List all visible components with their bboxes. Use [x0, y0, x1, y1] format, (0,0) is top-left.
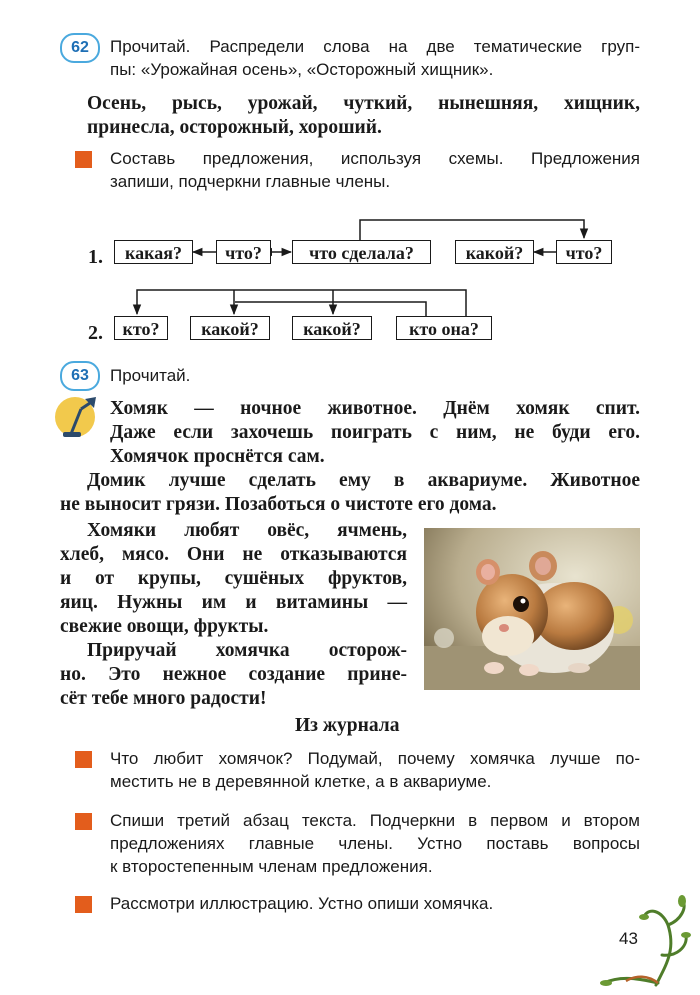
word-list-line: Осень, рысь, урожай, чуткий, нынешняя, хищник, [87, 93, 640, 114]
question-box: кто она? [396, 316, 492, 340]
text-line: и от крупы, сушёных фруктов, [60, 568, 407, 589]
question-line: к второстепенным членам предложения. [110, 857, 433, 876]
text-line: Хомячок проснётся сам. [110, 446, 325, 467]
text-line: не выносит грязи. Позаботься о чистоте его дома. [60, 494, 497, 515]
text-line: свежие овощи, фрукты. [60, 616, 269, 637]
text-line: но. Это нежное создание прине- [60, 664, 407, 685]
desk-lamp-icon [54, 393, 100, 441]
question-box: что? [216, 240, 271, 264]
question-box: какой? [455, 240, 534, 264]
text-line: Даже если захочешь поиграть с ним, не буди его. [110, 422, 640, 443]
sub-task-line: запиши, подчеркни главные члены. [110, 172, 391, 191]
task-instruction-line: Прочитай. [110, 366, 191, 385]
question-box: какой? [292, 316, 372, 340]
task-instruction-line: пы: «Урожайная осень», «Осторожный хищник». [110, 60, 494, 79]
source-caption: Из журнала [295, 715, 400, 736]
task-number-badge: 63 [60, 361, 100, 391]
sub-task-line: Составь предложения, используя схемы. Предложения [110, 149, 640, 168]
orange-square-bullet [75, 751, 92, 768]
page-number: 43 [619, 929, 638, 948]
task-number-badge: 62 [60, 33, 100, 63]
word-list-line: принесла, осторожный, хороший. [87, 117, 382, 138]
question-line: предложениях главные члены. Устно поставь вопросы [110, 834, 640, 853]
question-line: Спиши третий абзац текста. Подчеркни в первом и втором [110, 811, 640, 830]
question-line: Рассмотри иллюстрацию. Устно опиши хомячка. [110, 894, 494, 913]
task-instruction-line: Прочитай. Распредели слова на две тематические груп- [110, 37, 640, 56]
text-line: Приручай хомячка осторож- [87, 640, 407, 661]
question-box: что сделала? [292, 240, 431, 264]
text-line: Хомяки любят овёс, ячмень, [87, 520, 407, 541]
hamster-photo [424, 528, 640, 690]
scheme-number: 1. [88, 246, 103, 268]
floral-ornament-icon [596, 895, 696, 990]
text-line: Хомяк — ночное животное. Днём хомяк спит. [110, 398, 640, 419]
scheme-arrows [0, 0, 700, 360]
text-line: хлеб, мясо. Они не отказываются [60, 544, 407, 565]
text-line: яиц. Нужны им и витамины — [60, 592, 407, 613]
question-box: кто? [114, 316, 168, 340]
question-box: что? [556, 240, 612, 264]
question-box: какая? [114, 240, 193, 264]
text-line: сёт тебе много радости! [60, 688, 267, 709]
orange-square-bullet [75, 813, 92, 830]
text-line: Домик лучше сделать ему в аквариуме. Животное [87, 470, 640, 491]
question-box: какой? [190, 316, 270, 340]
question-line: Что любит хомячок? Подумай, почему хомячка лучше по- [110, 749, 640, 768]
orange-square-bullet [75, 896, 92, 913]
question-line: местить не в деревянной клетке, а в аквариуме. [110, 772, 492, 791]
scheme-number: 2. [88, 322, 103, 344]
